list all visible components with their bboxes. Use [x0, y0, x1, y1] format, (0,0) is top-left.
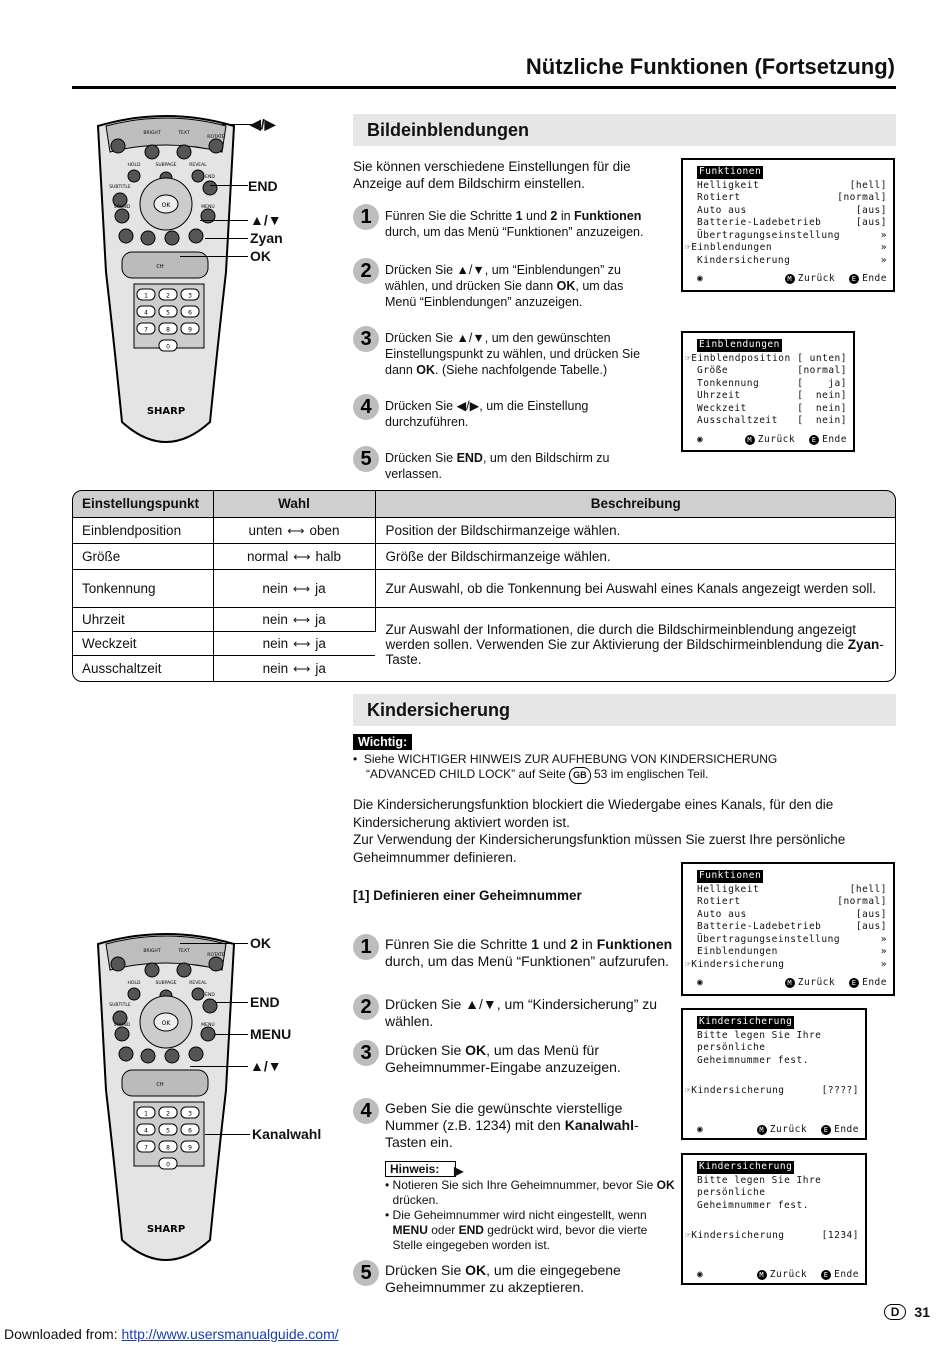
- ch-label: CH: [156, 1082, 164, 1088]
- osd-row: ☞Kindersicherung »: [685, 958, 887, 970]
- section1-step-5: 5 Drücken Sie END, um den Bildschirm zu verlassen.: [353, 450, 653, 482]
- osd-row: Rotiert [normal]: [697, 896, 887, 907]
- rotate-label: ROTATE: [207, 953, 225, 958]
- hinweis-label: Hinweis: ▶: [385, 1161, 456, 1177]
- ok-key-label: OK: [161, 1020, 171, 1027]
- osd-row: Uhrzeit [ nein]: [697, 390, 847, 401]
- callout-end: END: [250, 994, 280, 1010]
- number-key-label: 8: [166, 1144, 170, 1152]
- section1-step-2: 2 Drücken Sie ▲/▼, um “Einblendungen” zu wählen, und drücken Sie dann OK, um das Menü “Einblendungen” anzuzeigen.: [353, 262, 653, 310]
- table-row: Ausschaltzeit nein ⟷ ja: [72, 655, 896, 681]
- rotate-label: ROTATE: [207, 135, 225, 140]
- number-key-label: 2: [166, 1110, 170, 1118]
- table-row: Einblendposition unten ⟷ oben Position der Bildschirmanzeige wählen.: [72, 517, 896, 543]
- osd-funktionen-menu: Funktionen Helligkeit [hell] Rotiert [normal] Auto aus [aus] Batterie-Ladebetrieb [aus] Übertragungseinstellung » ☞Einblendungen » Kindersicherung » ◉ M Zurück E Ende: [681, 158, 895, 292]
- sound-label: SOUND: [113, 1023, 131, 1028]
- number-key-label: 9: [188, 1144, 192, 1152]
- number-key-label: 1: [144, 1110, 148, 1118]
- page-title: Nützliche Funktionen (Fortsetzung): [525, 54, 895, 79]
- number-key-label: 5: [166, 1127, 170, 1135]
- osd-row: Helligkeit [hell]: [697, 883, 887, 895]
- end-button-icon: E: [849, 274, 859, 284]
- callout-up-down: ▲/▼: [250, 1058, 282, 1074]
- number-key-label: 5: [166, 309, 170, 317]
- number-key-label: 1: [144, 292, 148, 300]
- end-button-icon: E: [821, 1125, 831, 1135]
- number-key-label: 6: [188, 1127, 192, 1135]
- table-row: Tonkennung nein ⟷ ja Zur Auswahl, ob die Tonkennung bei Auswahl eines Kanals angezeigt werden soll.: [72, 569, 896, 607]
- page-number: D 31: [884, 1304, 930, 1320]
- text-label: TEXT: [178, 131, 190, 136]
- osd-row: Übertragungseinstellung »: [697, 933, 887, 945]
- settings-table: [72, 490, 896, 681]
- end-button-icon: E: [809, 435, 819, 445]
- osd-kindersicherung-filled: Kindersicherung Bitte legen Sie Ihre persönliche Geheimnummer fest. ☞Kindersicherung [1234] ◉ M Zurück E Ende: [681, 1153, 867, 1285]
- osd-row: Auto aus [aus]: [697, 908, 887, 920]
- brand-logo: SHARP: [146, 406, 186, 417]
- eye-icon: ◉: [697, 977, 704, 988]
- ch-label: CH: [156, 264, 164, 270]
- menu-button-icon: M: [785, 978, 795, 988]
- bright-label: BRIGHT: [143, 131, 161, 136]
- section2-step-1: 1 Fünren Sie die Schritte 1 und 2 in Funktionen durch, um das Menü “Funktionen” aufzurufen.: [353, 936, 673, 970]
- osd-row: Ausschaltzeit [ nein]: [697, 415, 847, 426]
- number-key-label: 2: [166, 292, 170, 300]
- table-row: Weckzeit nein ⟷ ja: [72, 631, 896, 655]
- number-key-label: 6: [188, 309, 192, 317]
- section1-step-4: 4 Drücken Sie ◀/▶, um die Einstellung durchzuführen.: [353, 398, 653, 430]
- osd-row: Größe [normal]: [697, 365, 847, 376]
- osd-row: Übertragungseinstellung »: [697, 229, 887, 241]
- subheading-define-pin: [1] Definieren einer Geheimnummer: [353, 888, 582, 903]
- number-key-label: 0: [166, 343, 170, 351]
- brand-logo: SHARP: [146, 1224, 186, 1235]
- number-key-label: 8: [166, 326, 170, 334]
- number-key-label: 3: [188, 1110, 192, 1118]
- eye-icon: ◉: [697, 1268, 704, 1280]
- callout-menu: MENU: [250, 1026, 292, 1042]
- section2-step-4: 4 Geben Sie die gewünschte vierstellige Nummer (z.B. 1234) mit den Kanalwahl-Tasten ein.: [353, 1100, 673, 1151]
- download-note: Downloaded from: http://www.usersmanualguide.com/: [4, 1326, 339, 1342]
- eye-icon: ◉: [697, 433, 704, 445]
- callout-left-right: ◀/▶: [250, 116, 276, 132]
- osd-kindersicherung-empty: Kindersicherung Bitte legen Sie Ihre persönliche Geheimnummer fest. ☞Kindersicherung [????] ◉ M Zurück E Ende: [681, 1008, 867, 1140]
- osd-row: Rotiert [normal]: [697, 192, 887, 203]
- ok-key-label: OK: [161, 202, 171, 209]
- menu-label: MENU: [201, 1023, 215, 1028]
- end-button-icon: E: [821, 1270, 831, 1280]
- section2-step-3: 3 Drücken Sie OK, um das Menü für Geheimnummer-Eingabe anzuzeigen.: [353, 1042, 673, 1076]
- number-key-label: 9: [188, 326, 192, 334]
- osd-row: ☞Einblendposition [ unten]: [685, 352, 847, 364]
- menu-button-icon: M: [757, 1270, 767, 1280]
- table-header: Wahl: [213, 490, 375, 517]
- section1-step-1: 1 Fünren Sie die Schritte 1 und 2 in Funktionen durch, um das Menü “Funktionen” anzuzeigen.: [353, 208, 653, 240]
- source-link[interactable]: http://www.usersmanualguide.com/: [121, 1326, 339, 1342]
- section1-step-3: 3 Drücken Sie ▲/▼, um den gewünschten Einstellungspunkt zu wählen, und drücken Sie dann OK. (Siehe nachfolgende Tabelle.): [353, 330, 653, 378]
- osd-funktionen-menu-2: Funktionen Helligkeit [hell] Rotiert [normal] Auto aus [aus] Batterie-Ladebetrieb [aus] Übertragungseinstellung » Einblendungen » ☞Kindersicherung » ◉ M Zurück E Ende: [681, 862, 895, 996]
- osd-row: Einblendungen »: [697, 946, 887, 957]
- section2-step-5: 5 Drücken Sie OK, um die eingegebene Geheimnummer zu akzeptieren.: [353, 1262, 673, 1296]
- callout-end: END: [248, 178, 278, 194]
- number-key-label: 7: [144, 326, 148, 334]
- section2-step-2: 2 Drücken Sie ▲/▼, um “Kindersicherung” zu wählen.: [353, 996, 673, 1030]
- menu-button-icon: M: [785, 274, 795, 284]
- osd-row: ☞Einblendungen »: [685, 242, 887, 253]
- osd-row: Kindersicherung »: [697, 254, 887, 266]
- number-key-label: 3: [188, 292, 192, 300]
- subtitle-label: SUBTITLE: [109, 185, 131, 190]
- remote-control-illustration: [92, 112, 240, 457]
- table-header: Beschreibung: [375, 490, 896, 517]
- wichtig-note: • Siehe WICHTIGER HINWEIS ZUR AUFHEBUNG VON KINDERSICHERUNG “ADVANCED CHILD LOCK” auf Seite GB 53 im englischen Teil.: [353, 752, 777, 784]
- section-title-bildeinblendungen: Bildeinblendungen: [353, 114, 896, 146]
- callout-kanalwahl: Kanalwahl: [252, 1126, 322, 1142]
- bright-label: BRIGHT: [143, 949, 161, 954]
- subpage-label: SUBPAGE: [155, 981, 177, 986]
- reveal-label: REVEAL: [189, 163, 207, 168]
- text-label: TEXT: [178, 949, 190, 954]
- osd-row: Weckzeit [ nein]: [697, 402, 847, 414]
- table-header: Einstellungspunkt: [72, 490, 213, 517]
- reveal-label: REVEAL: [189, 981, 207, 986]
- section1-intro: Sie können verschiedene Einstellungen für die Anzeige auf dem Bildschirm einstellen.: [353, 159, 631, 191]
- number-key-label: 4: [144, 309, 148, 317]
- end-label: END: [205, 993, 215, 998]
- end-label: END: [205, 175, 215, 180]
- wichtig-label: Wichtig:: [353, 734, 412, 750]
- callout-up-down: ▲/▼: [250, 212, 282, 228]
- subpage-label: SUBPAGE: [155, 163, 177, 168]
- callout-zyan: Zyan: [250, 230, 283, 246]
- number-key-label: 4: [144, 1127, 148, 1135]
- hold-label: HOLD: [127, 163, 141, 168]
- osd-row: Batterie-Ladebetrieb [aus]: [697, 921, 887, 932]
- hinweis-notes: • Notieren Sie sich Ihre Geheimnummer, bevor Sie OK drücken. • Die Geheimnummer wird nicht eingestellt, wenn MENU oder END gedrückt wird, bevor die vierte Stelle eingegeben worden ist.: [385, 1178, 675, 1252]
- osd-row: Helligkeit [hell]: [697, 179, 887, 191]
- eye-icon: ◉: [697, 1123, 704, 1135]
- callout-ok: OK: [250, 248, 271, 264]
- menu-label: MENU: [201, 205, 215, 210]
- eye-icon: ◉: [697, 273, 704, 284]
- menu-button-icon: M: [757, 1125, 767, 1135]
- osd-row: Auto aus [aus]: [697, 204, 887, 216]
- number-key-label: 7: [144, 1144, 148, 1152]
- callout-ok: OK: [250, 935, 271, 951]
- osd-einblendungen-menu: Einblendungen ☞Einblendposition [ unten] Größe [normal] Tonkennung [ ja] Uhrzeit [ nein] Weckzeit [ nein] Ausschaltzeit [ nein] ◉ M Zurück E Ende: [681, 331, 855, 452]
- menu-button-icon: M: [745, 435, 755, 445]
- section-title-kindersicherung: Kindersicherung: [353, 694, 896, 726]
- remote-control-illustration-2: [92, 930, 240, 1275]
- subtitle-label: SUBTITLE: [109, 1003, 131, 1008]
- table-row: Größe normal ⟷ halb Größe der Bildschirmanzeige wählen.: [72, 543, 896, 569]
- gb-badge: GB: [569, 767, 591, 784]
- sound-label: SOUND: [113, 205, 131, 210]
- table-row: Uhrzeit nein ⟷ ja Zur Auswahl der Informationen, die durch die Bildschirmeinblendung angezeigt werden sollen. Verwenden Sie zur Aktivierung der Bildschirmeinblendung die Zyan-Taste.: [72, 607, 896, 631]
- osd-row: Tonkennung [ ja]: [697, 377, 847, 389]
- kindersicherung-paragraph-2: Zur Verwendung der Kindersicherungsfunktion müssen Sie zuerst Ihre persönliche Geheimnummer definieren.: [353, 832, 846, 865]
- number-key-label: 0: [166, 1161, 170, 1169]
- end-button-icon: E: [849, 978, 859, 988]
- hold-label: HOLD: [127, 981, 141, 986]
- title-divider: [72, 86, 896, 89]
- kindersicherung-paragraph-1: Die Kindersicherungsfunktion blockiert die Wiedergabe eines Kanals, für den die Kindersicherung aktiviert worden ist.: [353, 797, 834, 830]
- osd-row: Batterie-Ladebetrieb [aus]: [697, 217, 887, 228]
